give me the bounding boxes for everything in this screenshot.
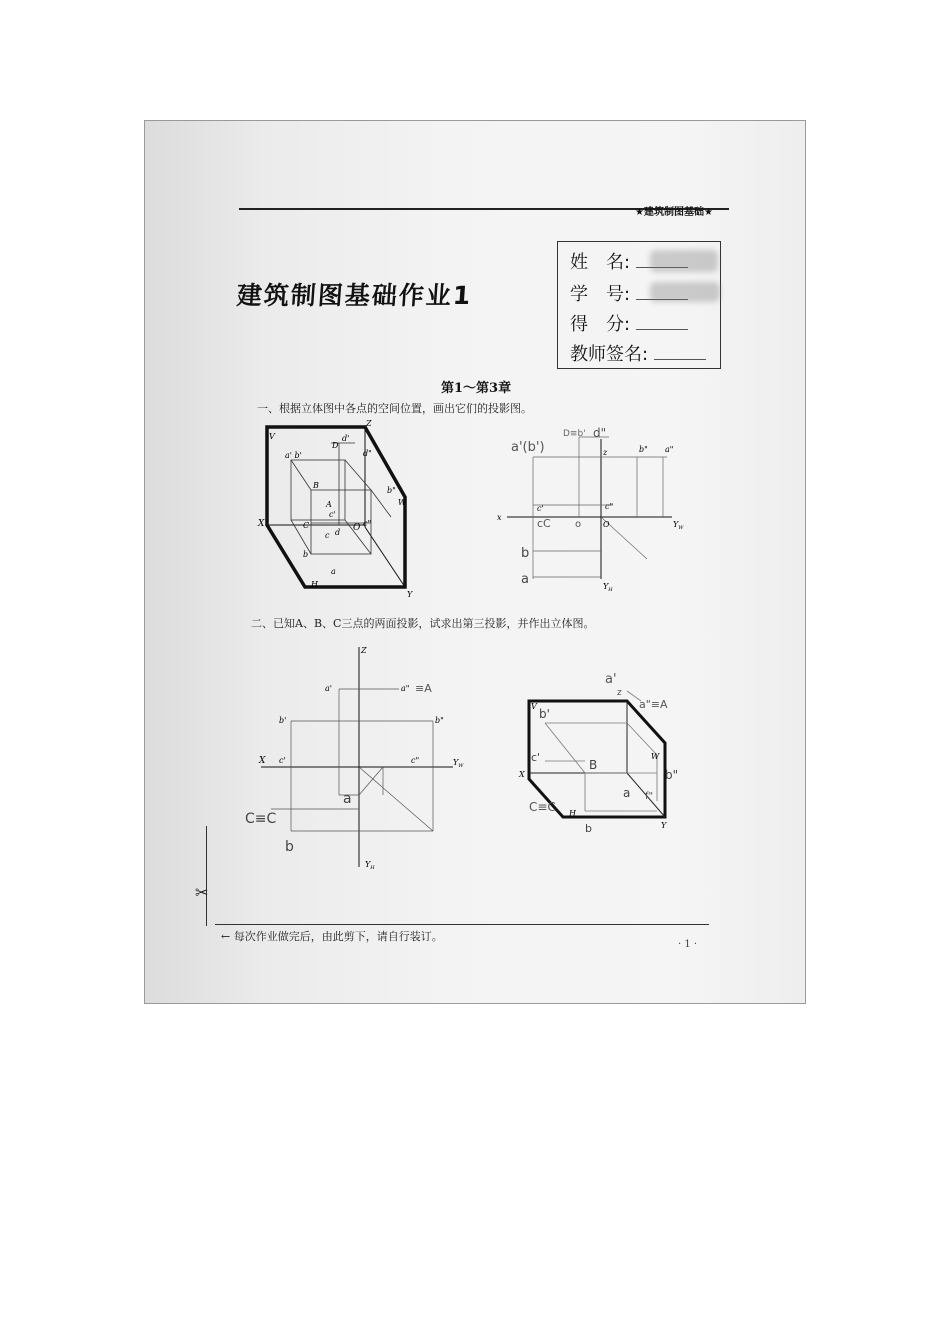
hw-b1: b' <box>539 707 550 721</box>
q1-cube-diagram <box>255 417 415 597</box>
label-H: H <box>569 809 576 818</box>
label-c2: c" <box>605 502 614 511</box>
hw-ce: C≡C <box>529 800 556 814</box>
teacher-field[interactable] <box>654 345 706 360</box>
hw-a1: a' <box>605 672 617 687</box>
label-Z: Z <box>366 419 372 428</box>
label-a2: a" <box>401 684 410 693</box>
inner-edge-1 <box>291 460 311 490</box>
label-b2: b" <box>435 716 444 725</box>
inner-box-front <box>311 490 371 554</box>
label-YW: $Y_W$ <box>673 520 684 531</box>
label-x: x <box>497 513 502 522</box>
label-C: C <box>303 521 310 530</box>
hw-a: a <box>521 572 529 587</box>
label-YW: $Y_W$ <box>453 758 464 769</box>
score-field[interactable] <box>636 315 688 330</box>
student-info-box <box>557 241 721 369</box>
inner-box <box>291 443 391 554</box>
id-label: 学 号: <box>570 284 631 305</box>
hw-b: b <box>521 546 530 561</box>
construction-lines <box>533 437 667 579</box>
cut-line <box>206 826 207 926</box>
label-O: O <box>603 520 610 529</box>
label-c: c <box>325 531 330 540</box>
label-c1: c' <box>279 756 286 765</box>
hw-o: o <box>575 519 582 530</box>
label-Y: Y <box>661 821 667 830</box>
hw-c1: c' <box>531 751 541 764</box>
hw-d2: d" <box>593 426 607 440</box>
hw-c: cC <box>537 517 551 530</box>
label-O: O <box>353 523 361 533</box>
page-number: · 1 · <box>678 939 698 950</box>
label-c2: c" <box>363 519 372 528</box>
redacted-name <box>650 250 718 272</box>
label-d1: d' <box>342 434 350 443</box>
label-z: z <box>603 448 608 457</box>
name-label: 姓 名: <box>570 252 631 273</box>
q2-projection-diagram <box>243 641 473 881</box>
label-X: X <box>259 756 266 766</box>
label-X: X <box>519 770 525 779</box>
score-label: 得 分: <box>570 314 631 335</box>
score-row <box>570 310 688 336</box>
label-b2: b" <box>639 445 648 454</box>
label-c2: c" <box>411 756 420 765</box>
label-W: W <box>651 752 660 761</box>
scissors-icon: ✂ <box>195 883 209 902</box>
hw-a: a <box>343 791 352 807</box>
teacher-label: 教师签名: <box>570 344 649 365</box>
label-b1: b' <box>279 716 287 725</box>
hw-b: b <box>585 822 592 835</box>
label-a: a <box>331 567 336 576</box>
hw-c: C≡C <box>245 811 277 827</box>
label-b: b <box>303 550 309 559</box>
footer-rule <box>215 924 709 925</box>
hw-d: D≡b' <box>563 429 586 439</box>
label-c1: c' <box>537 504 544 513</box>
hw-b: b <box>285 839 294 855</box>
hw-ab: a'(b') <box>511 440 545 455</box>
hw-B: B <box>589 758 598 772</box>
hw-z: z <box>617 688 622 698</box>
label-a1b1: a' b' <box>285 451 302 460</box>
hw-a2: a"≡A <box>639 698 668 711</box>
line-a-arc <box>359 767 383 795</box>
label-X: X <box>258 519 265 529</box>
hw-b2: b" <box>665 768 679 782</box>
label-c1: c' <box>329 510 336 519</box>
hw-a: a <box>623 786 631 800</box>
header-title: ★建筑制图基础★ <box>635 207 713 218</box>
inner-edge-2 <box>345 460 371 490</box>
label-V: V <box>269 432 275 441</box>
page-title: 建筑制图基础作业1 <box>235 281 474 310</box>
footer-instruction: ← 每次作业做完后，由此剪下，请自行装订。 <box>221 930 443 943</box>
label-b2: b" <box>387 486 396 495</box>
label-V: V <box>531 702 537 711</box>
q1-projection-diagram <box>497 419 697 597</box>
redacted-id <box>650 282 720 302</box>
label-Y: Y <box>407 590 413 597</box>
label-Z: Z <box>361 646 367 655</box>
question-2-text: 二、已知A、B、C三点的两面投影，试求出第三投影，并作出立体图。 <box>251 617 595 630</box>
hw-a2: ≡A <box>415 682 432 695</box>
label-A: A <box>326 500 332 509</box>
teacher-row <box>570 340 706 366</box>
scanned-homework-page <box>144 120 806 1004</box>
line-45deg <box>359 767 433 831</box>
q2-cube-drawing <box>517 671 707 835</box>
question-1-text: 一、根据立体图中各点的空间位置，画出它们的投影图。 <box>257 402 532 415</box>
label-YH: $Y_H$ <box>365 860 375 871</box>
label-d: d <box>335 528 341 537</box>
chapter-heading: 第1～第3章 <box>441 381 512 396</box>
label-YH: $Y_H$ <box>603 582 613 593</box>
edge-1 <box>545 723 585 773</box>
label-D: D <box>332 441 339 450</box>
construction-lines <box>271 689 433 831</box>
label-a2: a" <box>665 445 674 454</box>
label-W: W <box>398 498 407 507</box>
label-H: H <box>311 580 318 589</box>
label-d2: d" <box>363 449 372 458</box>
label-a1: a' <box>325 684 332 693</box>
hw-f: f" <box>645 791 654 802</box>
label-B: B <box>313 481 319 490</box>
